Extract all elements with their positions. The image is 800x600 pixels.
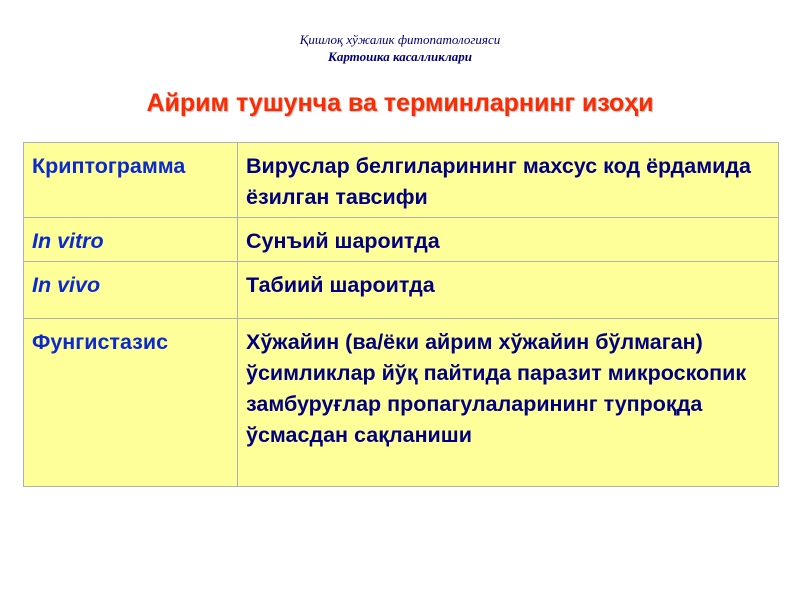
term-cell: In vivo xyxy=(24,262,238,319)
definition-cell: Вируслар белгиларининг махсус код ёрдамида ёзилган тавсифи xyxy=(238,143,779,218)
table-row xyxy=(24,319,779,487)
table-row xyxy=(24,143,779,218)
term-cell: In vitro xyxy=(24,218,238,262)
definition-cell: Хўжайин (ва/ёки айрим хўжайин бўлмаган) ўсимликлар йўқ пайтида паразит микроскопик замбуруғлар пропагулаларининг тупроқда ўсмасдан сақланиши xyxy=(238,319,779,487)
table-row xyxy=(24,262,779,319)
terms-table xyxy=(23,142,779,487)
definition-cell: Табиий шароитда xyxy=(238,262,779,319)
term-cell: Фунгистазис xyxy=(24,319,238,487)
lecture-topic: Картошка касалликлари xyxy=(328,49,472,64)
slide-title: Айрим тушунча ва терминларнинг изоҳи xyxy=(146,89,654,117)
definition-cell: Сунъий шароитда xyxy=(238,218,779,262)
term-cell: Криптограмма xyxy=(24,143,238,218)
table-row xyxy=(24,218,779,262)
slide-header xyxy=(0,31,800,65)
course-subject: Қишлоқ хўжалик фитопатологияси xyxy=(299,32,501,47)
